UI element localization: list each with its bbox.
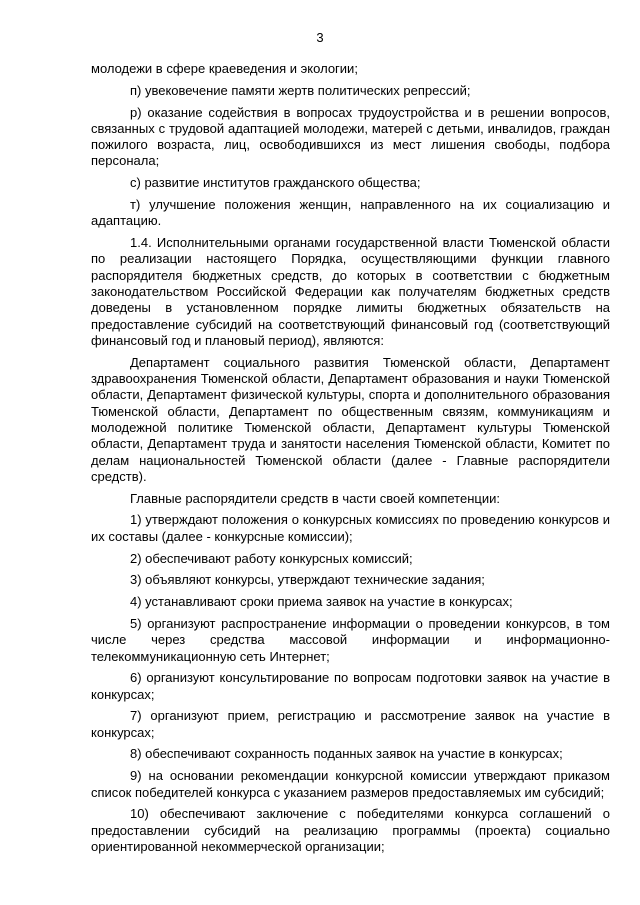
duty-item-3: 3) объявляют конкурсы, утверждают технические задания; [130, 572, 485, 588]
departments-paragraph: Департамент социального развития Тюменской области, Департамент здравоохранения Тюменской области, Департамент образования и науки Тюменской области, Департамент физической культуры, спорта и дополнительного образования Тюменской области, Департамент по общественным связям, коммуникациям и молодежной политике Тюменской области, Департамент культуры Тюменской области, Департамент труда и занятости населения Тюменской области, Комитет по делам национальностей Тюменской области (далее - Главные распорядители средств). [91, 354, 610, 484]
list-item-p: п) увековечение памяти жертв политических репрессий; [130, 82, 471, 98]
duty-item-1: 1) утверждают положения о конкурсных комиссиях по проведению конкурсов и их составы (далее - конкурсные комиссии); [91, 512, 610, 544]
duty-item-9: 9) на основании рекомендации конкурсной комиссии утверждают приказом список победителей конкурса с указанием размеров предоставляемых им субсидий; [91, 768, 610, 800]
duty-item-6: 6) организуют консультирование по вопросам подготовки заявок на участие в конкурсах; [91, 670, 610, 702]
list-item-t: т) улучшение положения женщин, направленного на их социализацию и адаптацию. [91, 197, 610, 229]
list-item-r: р) оказание содействия в вопросах трудоустройства и в решении вопросов, связанных с трудовой адаптацией молодежи, матерей с детьми, инвалидов, граждан пожилого возраста, лиц, освободившихся из мест лишения свободы, подбора персонала; [91, 104, 610, 169]
duty-item-5: 5) организуют распространение информации о проведении конкурсов, в том числе через средства массовой информации и информационно-телекоммуникационную сеть Интернет; [91, 615, 610, 664]
duty-item-4: 4) устанавливают сроки приема заявок на участие в конкурсах; [130, 594, 513, 610]
document-body [91, 61, 610, 861]
duty-item-10: 10) обеспечивают заключение с победителями конкурса соглашений о предоставлении субсидий на реализацию программы (проекта) социально ориентированной некоммерческой организации; [91, 806, 610, 854]
paragraph-continuation: молодежи в сфере краеведения и экологии; [91, 61, 358, 76]
duty-item-8: 8) обеспечивают сохранность поданных заявок на участие в конкурсах; [130, 746, 563, 762]
list-item-s: с) развитие институтов гражданского общества; [130, 175, 421, 191]
competence-intro: Главные распорядители средств в части своей компетенции: [130, 490, 500, 506]
duty-item-7: 7) организуют прием, регистрацию и рассмотрение заявок на участие в конкурсах; [91, 708, 610, 740]
section-1-4: 1.4. Исполнительными органами государственной власти Тюменской области по реализации настоящего Порядка, осуществляющими функции главного распорядителя бюджетных средств, до которых в соответствии с бюджетным законодательством Российской Федерации как получателям бюджетных средств доведены в установленном порядке лимиты бюджетных обязательств на предоставление субсидий на соответствующий финансовый год (соответствующий финансовый год и плановый период), являются: [91, 235, 610, 348]
page-number: 3 [316, 30, 324, 45]
duty-item-2: 2) обеспечивают работу конкурсных комиссий; [130, 550, 413, 566]
